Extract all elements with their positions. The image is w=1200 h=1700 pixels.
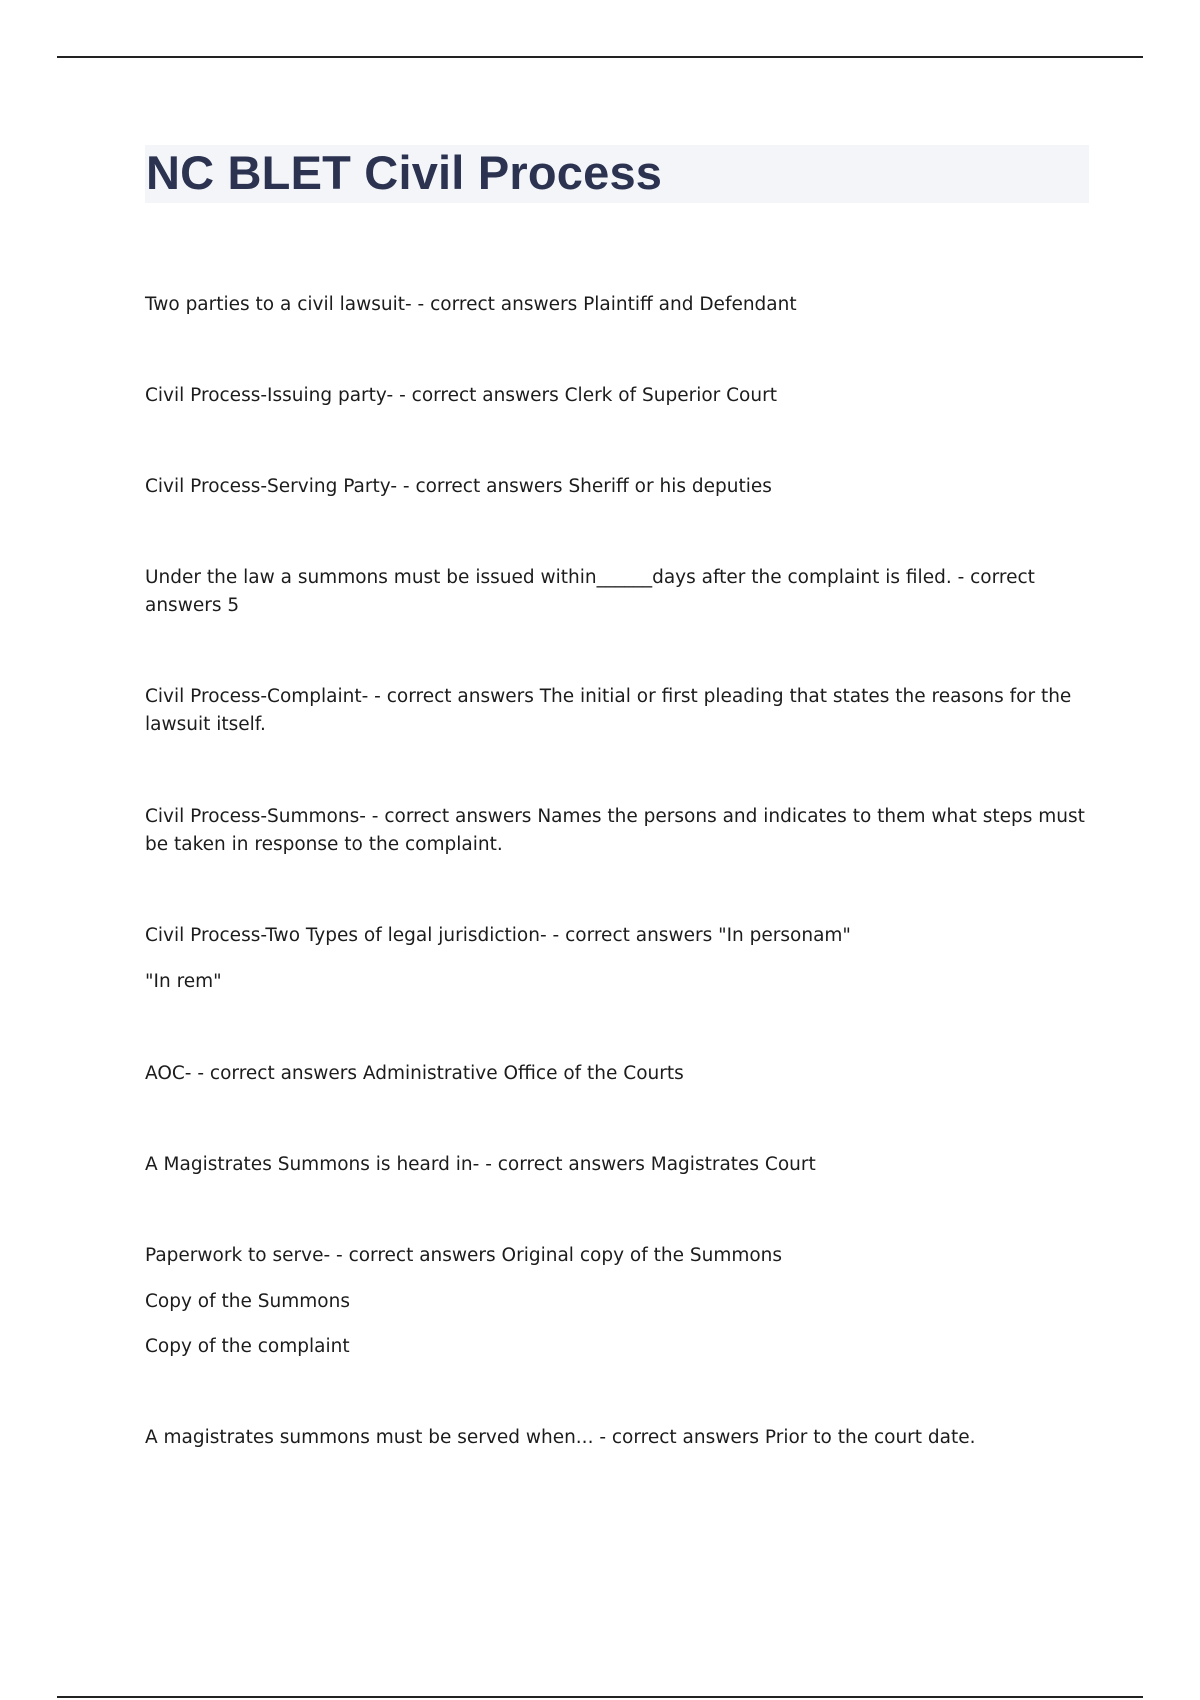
flashcard-extra-line: Copy of the complaint [145, 1336, 350, 1357]
flashcard-text: Two parties to a civil lawsuit- - correct answers Plaintiff and Defendant [145, 294, 797, 315]
flashcard-4 [145, 564, 1090, 620]
flashcard-extra-line: Copy of the Summons [145, 1291, 350, 1312]
flashcard-1 [145, 291, 1090, 319]
flashcard-9 [145, 1151, 1090, 1179]
flashcard-text: Civil Process-Two Types of legal jurisdiction- - correct answers "In personam" [145, 925, 851, 946]
flashcard-text: Civil Process-Serving Party- - correct answers Sheriff or his deputies [145, 476, 772, 497]
flashcard-text: Civil Process-Summons- - correct answers Names the persons and indicates to them what steps must be taken in response to the complaint. [145, 806, 1085, 855]
flashcard-text: AOC- - correct answers Administrative Office of the Courts [145, 1063, 684, 1084]
flashcard-7 [145, 922, 1090, 996]
flashcard-6 [145, 803, 1090, 859]
flashcard-text: Civil Process-Complaint- - correct answers The initial or first pleading that states the reasons for the lawsuit itself. [145, 686, 1072, 735]
flashcard-2 [145, 382, 1090, 410]
flashcard-10 [145, 1242, 1090, 1361]
flashcard-text: Paperwork to serve- - correct answers Original copy of the Summons [145, 1245, 783, 1266]
flashcard-extra-line: "In rem" [145, 971, 222, 992]
flashcard-8 [145, 1060, 1090, 1088]
flashcard-11 [145, 1424, 1090, 1452]
flashcard-text: Civil Process-Issuing party- - correct answers Clerk of Superior Court [145, 385, 777, 406]
document-title: NC BLET Civil Process [146, 146, 663, 199]
flashcard-text: Under the law a summons must be issued within______days after the complaint is filed. - correct answers 5 [145, 567, 1035, 616]
top-rule [57, 56, 1143, 58]
bottom-rule [57, 1696, 1143, 1698]
flashcard-text: A magistrates summons must be served when... - correct answers Prior to the court date. [145, 1427, 976, 1448]
flashcard-text: A Magistrates Summons is heard in- - correct answers Magistrates Court [145, 1154, 816, 1175]
flashcard-3 [145, 473, 1090, 501]
flashcard-5 [145, 683, 1090, 739]
